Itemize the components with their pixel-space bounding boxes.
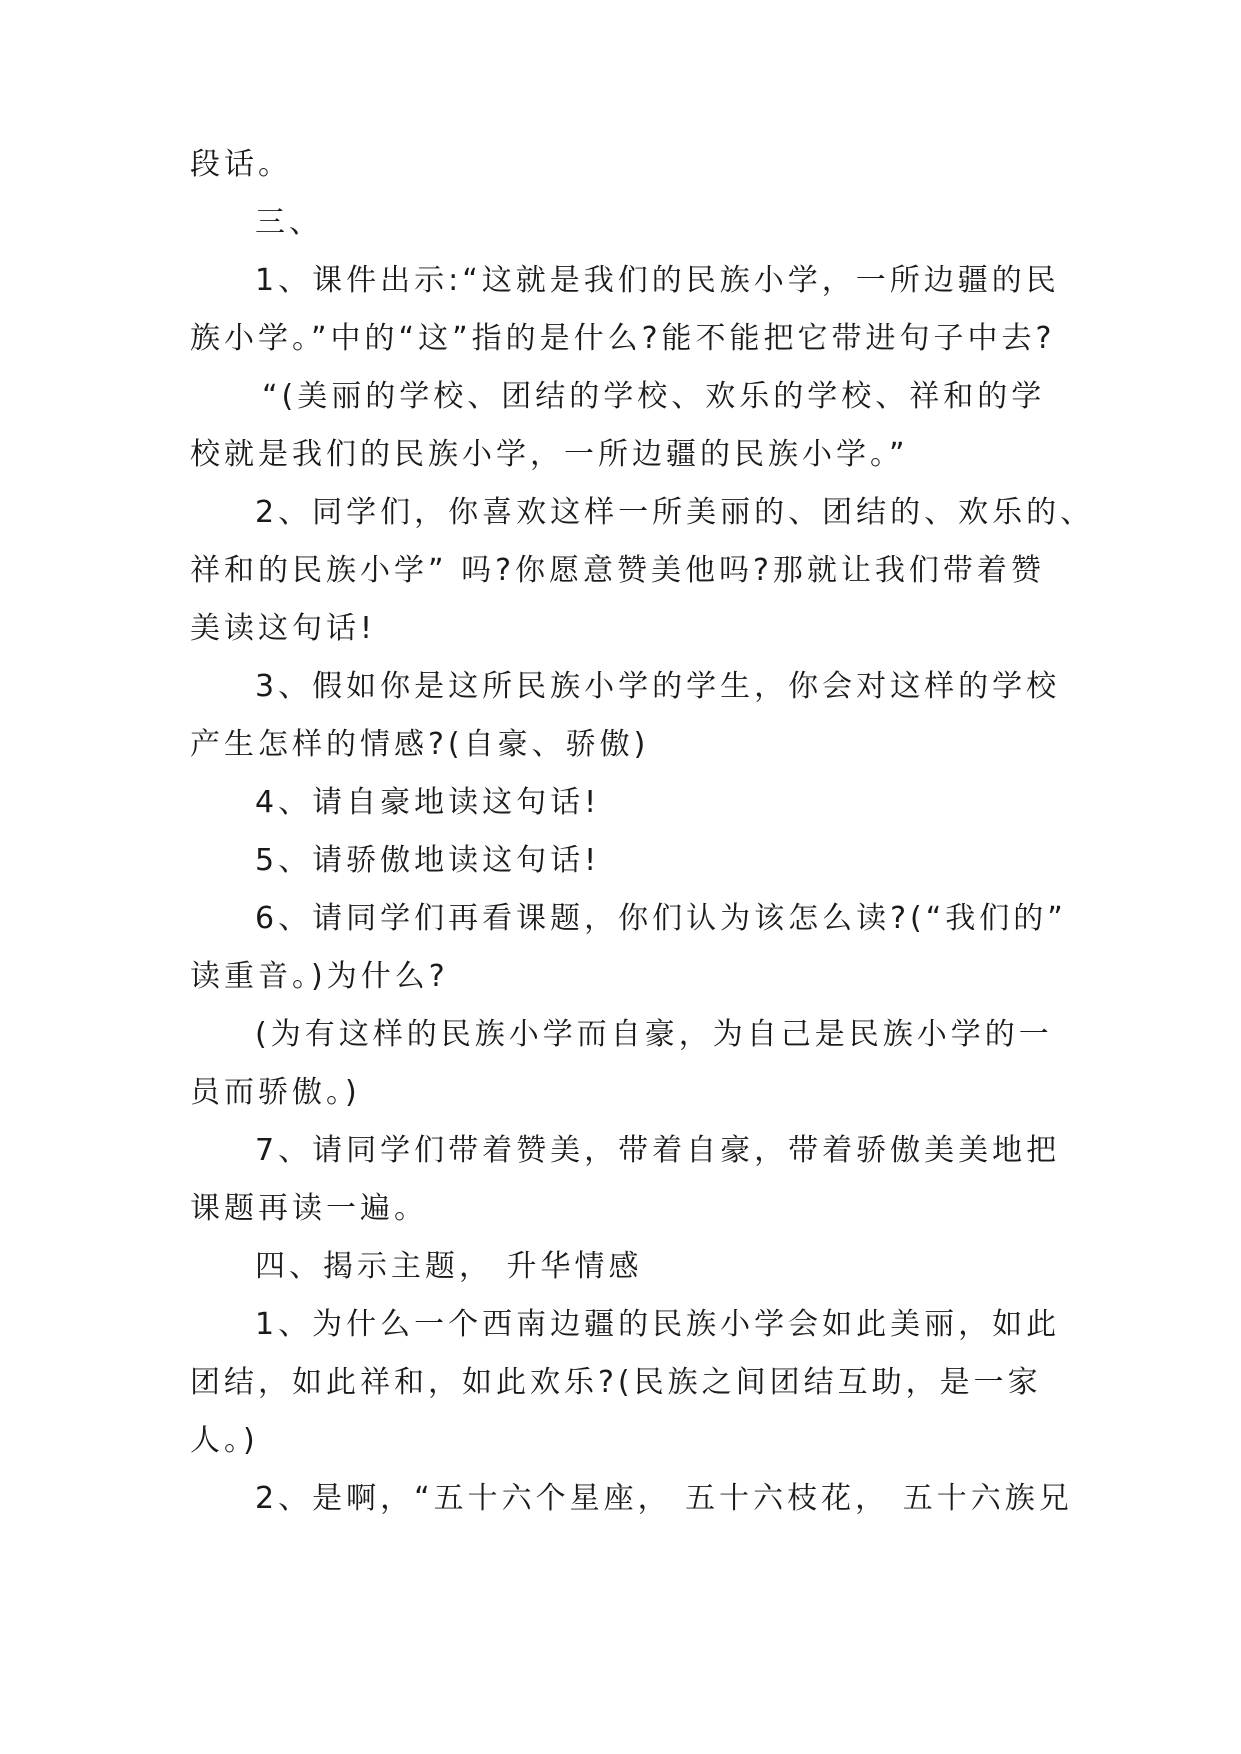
text-line: 2、是啊，“五十六个星座， 五十六枝花， 五十六族兄 <box>255 1481 1073 1516</box>
text-line: 5、请骄傲地读这句话! <box>255 843 601 878</box>
text-line: 产生怎样的情感?(自豪、骄傲) <box>190 727 650 762</box>
text-line: 祥和的民族小学” 吗?你愿意赞美他吗?那就让我们带着赞 <box>190 553 1045 588</box>
text-line: 员而骄傲。) <box>190 1075 361 1110</box>
section-heading: 四、揭示主题， 升华情感 <box>255 1249 643 1284</box>
text-line: 校就是我们的民族小学，一所边疆的民族小学。” <box>190 437 909 472</box>
section-heading: 三、 <box>255 205 323 240</box>
text-line: 段话。 <box>190 147 292 182</box>
text-line: 3、假如你是这所民族小学的学生，你会对这样的学校 <box>255 669 1061 704</box>
text-line: 团结，如此祥和，如此欢乐?(民族之间团结互助，是一家 <box>190 1365 1042 1400</box>
text-line: 4、请自豪地读这句话! <box>255 785 601 820</box>
text-line: 读重音。)为什么? <box>190 959 449 994</box>
text-line: 美读这句话! <box>190 611 377 646</box>
text-line: (为有这样的民族小学而自豪，为自己是民族小学的一 <box>255 1017 1053 1052</box>
text-line: 课题再读一遍。 <box>190 1191 428 1226</box>
text-line: 族小学。”中的“这”指的是什么?能不能把它带进句子中去? <box>190 321 1056 356</box>
text-line: “(美丽的学校、团结的学校、欢乐的学校、祥和的学 <box>262 379 1046 414</box>
text-line: 7、请同学们带着赞美，带着自豪，带着骄傲美美地把 <box>255 1133 1061 1168</box>
text-line: 人。) <box>190 1423 259 1458</box>
text-line: 1、课件出示:“这就是我们的民族小学，一所边疆的民 <box>255 263 1060 298</box>
text-line: 6、请同学们再看课题，你们认为该怎么读?(“我们的” <box>255 901 1067 936</box>
text-line: 2、同学们，你喜欢这样一所美丽的、团结的、欢乐的、 <box>255 495 1095 530</box>
text-line: 1、为什么一个西南边疆的民族小学会如此美丽，如此 <box>255 1307 1061 1342</box>
